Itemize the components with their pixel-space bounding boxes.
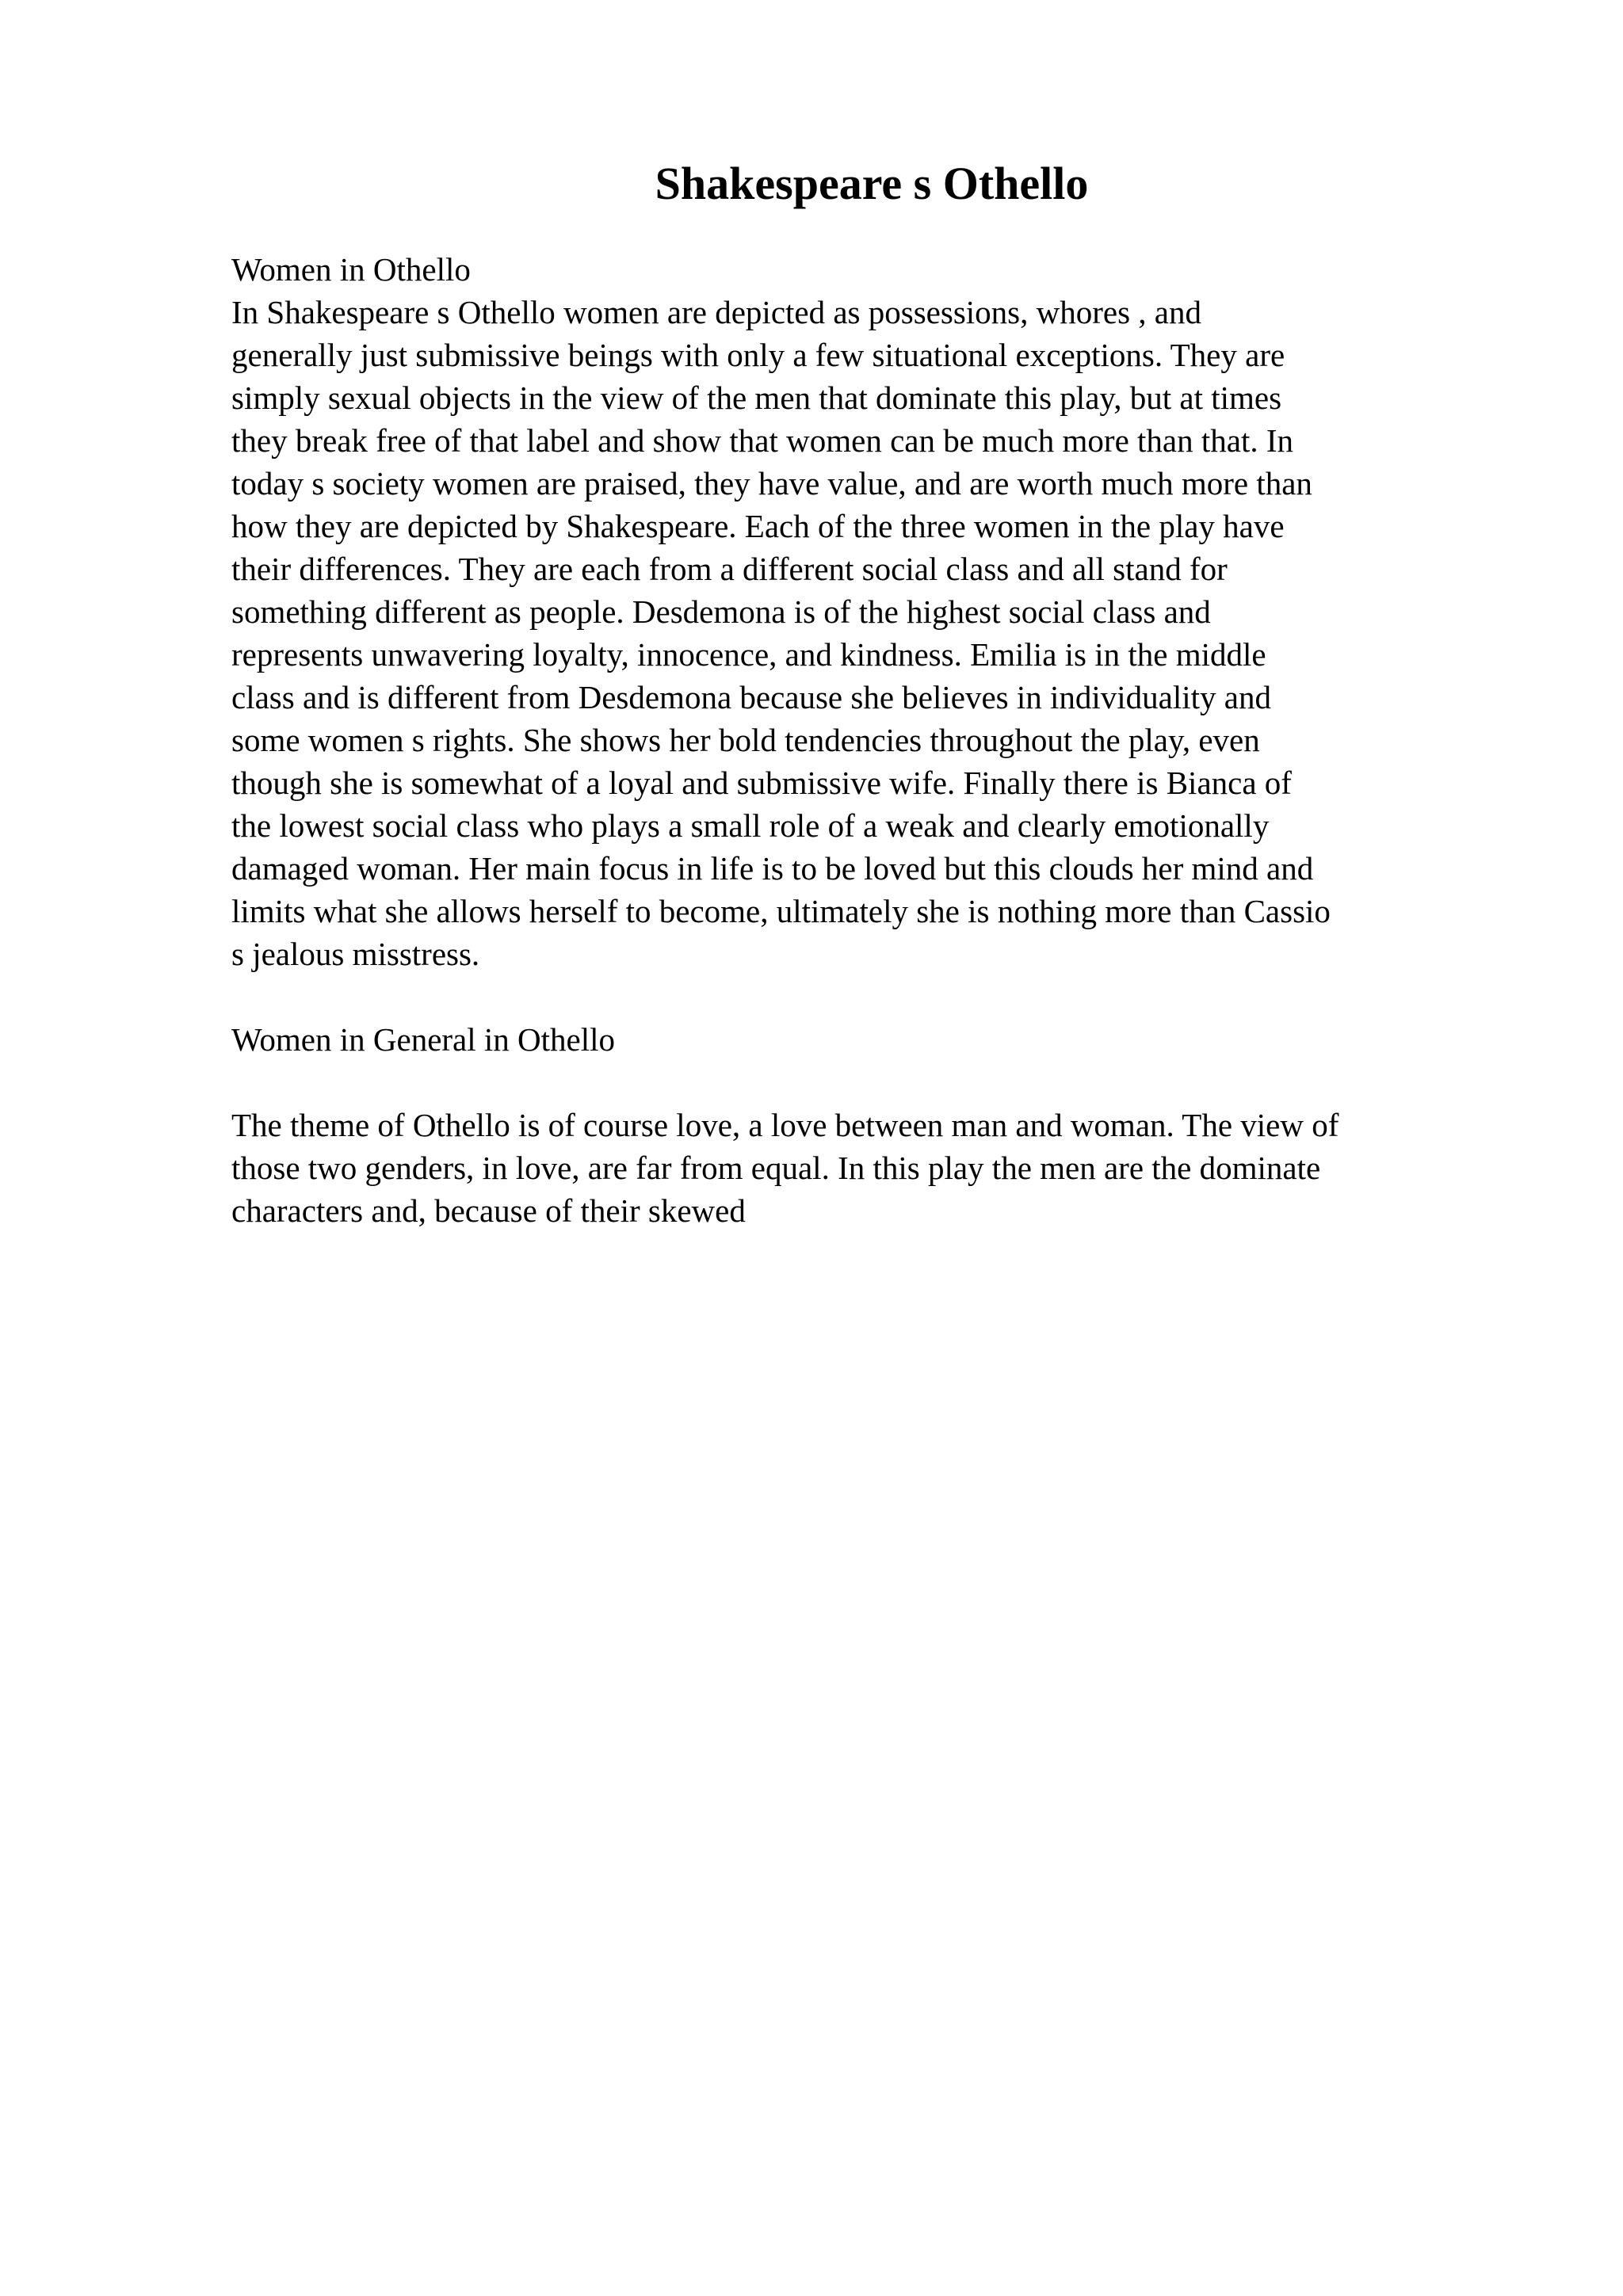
paragraph-line: damaged woman. Her main focus in life is to be loved but this clouds her mind and [231, 850, 1314, 887]
paragraph-line: those two genders, in love, are far from equal. In this play the men are the dominate [231, 1150, 1321, 1186]
paragraph-line: In Shakespeare s Othello women are depicted as possessions, whores , and [231, 294, 1201, 330]
paragraph-line: their differences. They are each from a different social class and all stand for [231, 551, 1228, 587]
paragraph-line: limits what she allows herself to become, ultimately she is nothing more than Cassio [231, 893, 1331, 929]
paragraph-line: The theme of Othello is of course love, a love between man and woman. The view of [231, 1107, 1339, 1143]
paragraph-line: generally just submissive beings with only a few situational exceptions. They are [231, 337, 1285, 373]
section-heading-women-in-othello: Women in Othello [231, 251, 471, 288]
document-title: Shakespeare s Othello [655, 158, 1089, 209]
paragraph-line: s jealous misstress. [231, 936, 480, 972]
paragraph-line: simply sexual objects in the view of the men that dominate this play, but at times [231, 379, 1282, 416]
paragraph-line: though she is somewhat of a loyal and submissive wife. Finally there is Bianca of [231, 765, 1292, 801]
paragraph-line: class and is different from Desdemona because she believes in individuality and [231, 679, 1271, 715]
paragraph-line: some women s rights. She shows her bold tendencies throughout the play, even [231, 722, 1260, 758]
paragraph-line: they break free of that label and show that women can be much more than that. In [231, 422, 1293, 459]
paragraph-line: the lowest social class who plays a small role of a weak and clearly emotionally [231, 807, 1270, 844]
paragraph-line: represents unwavering loyalty, innocence, and kindness. Emilia is in the middle [231, 636, 1266, 673]
paragraph-line: how they are depicted by Shakespeare. Each of the three women in the play have [231, 508, 1285, 544]
section-heading-women-in-general: Women in General in Othello [231, 1021, 616, 1058]
paragraph-line: something different as people. Desdemona is of the highest social class and [231, 593, 1211, 630]
paragraph-line: today s society women are praised, they have value, and are worth much more than [231, 465, 1312, 502]
paragraph-line: characters and, because of their skewed [231, 1192, 746, 1229]
